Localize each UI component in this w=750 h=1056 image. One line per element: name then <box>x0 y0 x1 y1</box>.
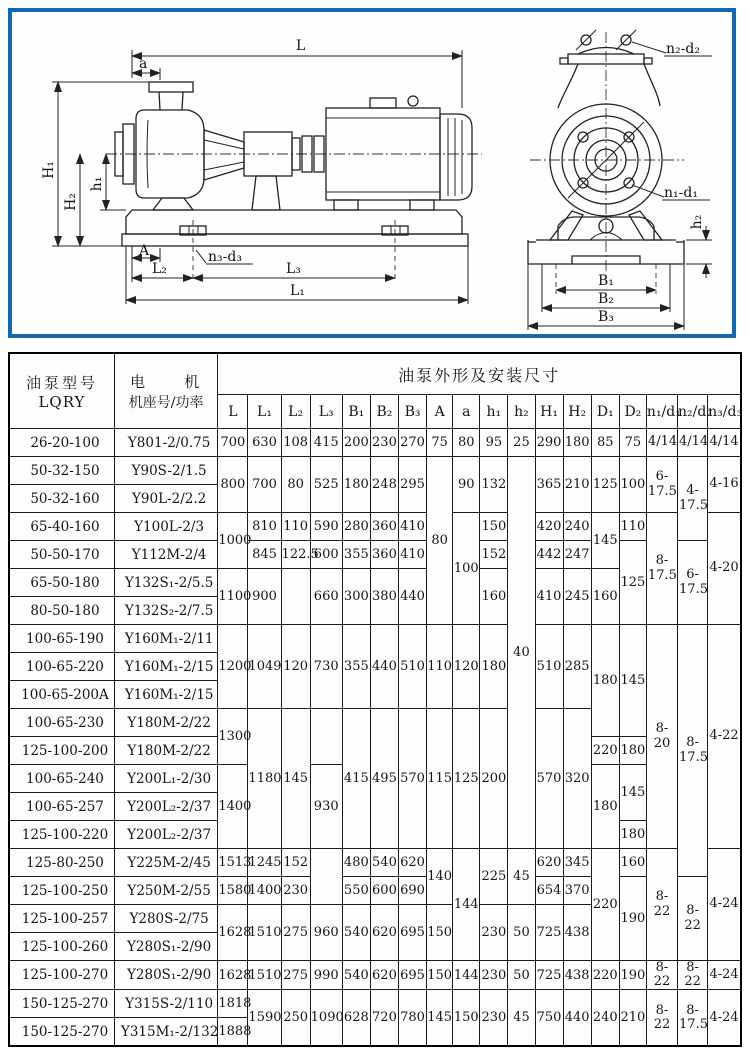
pump-model-cell: 26-20-100 <box>9 429 114 457</box>
dim-value-cell: 4-16 <box>708 457 741 513</box>
dim-value-cell: 725 <box>535 905 563 961</box>
pump-model-cell: 150-125-270 <box>9 990 114 1018</box>
motor-spec-cell: Y200L₂-2/37 <box>114 793 217 821</box>
pump-model-cell: 65-50-180 <box>9 569 114 597</box>
dim-value-cell: 250 <box>281 990 310 1047</box>
dim-value-cell: 40 <box>508 457 535 849</box>
dim-value-cell: 1245 <box>248 849 281 877</box>
table-row <box>9 457 741 485</box>
dim-value-cell: 480 <box>342 849 370 877</box>
dim-label-B3: B₃ <box>598 309 614 325</box>
dim-value-cell: 800 <box>218 457 248 513</box>
dim-value-cell: 540 <box>370 849 398 877</box>
dim-value-cell: 8-20 <box>646 625 677 849</box>
dim-header-cell: L <box>218 395 248 429</box>
dim-value-cell: 365 <box>535 457 563 513</box>
motor-spec-cell: Y315S-2/110 <box>114 990 217 1018</box>
motor-spec-cell: Y801-2/0.75 <box>114 429 217 457</box>
dim-value-cell: 660 <box>310 569 342 625</box>
drawing-frame <box>8 8 736 338</box>
dim-value-cell: 4-20 <box>708 513 741 625</box>
dim-value-cell: 90 <box>453 457 480 513</box>
dim-value-cell: 1400 <box>218 765 248 849</box>
dim-value-cell: 410 <box>399 513 427 541</box>
dim-value-cell: 410 <box>399 541 427 569</box>
dim-value-cell: 540 <box>342 961 370 990</box>
table-row <box>9 849 741 877</box>
dim-value-cell: 180 <box>342 457 370 513</box>
dim-value-cell: 510 <box>535 625 563 709</box>
dim-value-cell: 120 <box>453 625 480 709</box>
dim-value-cell: 75 <box>427 429 453 457</box>
header-pump-model <box>9 353 114 429</box>
dim-value-cell: 415 <box>310 429 342 457</box>
dim-header-cell: n₂/d₂ <box>678 395 708 429</box>
dim-value-cell: 145 <box>619 765 646 821</box>
pump-model-cell: 100-65-200A <box>9 681 114 709</box>
dim-value-cell: 180 <box>591 765 619 849</box>
dim-value-cell: 145 <box>619 625 646 737</box>
dim-label-B2: B₂ <box>598 291 614 307</box>
pump-model-cell: 125-100-220 <box>9 821 114 849</box>
dim-value-cell: 415 <box>342 709 370 849</box>
motor-spec-cell: Y100L-2/3 <box>114 513 217 541</box>
header-dimensions-title: 油泵外形及安装尺寸 <box>218 353 741 395</box>
dim-value-cell: 8-22 <box>646 961 677 990</box>
dim-value-cell: 200 <box>342 429 370 457</box>
pump-spec-table <box>8 352 742 1047</box>
dim-value-cell: 190 <box>619 961 646 990</box>
dim-value-cell: 1090 <box>310 990 342 1047</box>
dim-value-cell: 440 <box>563 990 591 1047</box>
dim-value-cell: 1818 <box>218 990 248 1018</box>
dim-value-cell: 810 <box>248 513 281 541</box>
pump-model-cell: 50-32-150 <box>9 457 114 485</box>
dim-value-cell: 780 <box>399 990 427 1047</box>
dim-value-cell: 900 <box>248 569 281 625</box>
dim-value-cell: 180 <box>591 625 619 737</box>
pump-side-view-drawing <box>41 38 482 304</box>
dim-header-cell: A <box>427 395 453 429</box>
dim-value-cell: 230 <box>480 990 508 1047</box>
dim-value-cell: 620 <box>370 961 398 990</box>
dim-value-cell: 1510 <box>248 905 281 961</box>
motor-spec-cell: Y160M₁-2/15 <box>114 681 217 709</box>
dim-value-cell: 8-22 <box>678 877 708 961</box>
dim-value-cell: 700 <box>248 457 281 513</box>
dim-value-cell: 145 <box>281 709 310 849</box>
dim-value-cell: 220 <box>591 737 619 765</box>
header-motor-line2: 机座号/功率 <box>128 394 204 411</box>
dim-value-cell: 495 <box>370 709 398 849</box>
dim-value-cell: 152 <box>480 541 508 569</box>
dim-value-cell: 360 <box>370 513 398 541</box>
dim-value-cell <box>310 849 342 905</box>
dim-value-cell: 125 <box>453 709 480 849</box>
dim-value-cell: 290 <box>535 429 563 457</box>
pump-model-cell: 100-65-240 <box>9 765 114 793</box>
dim-value-cell: 152 <box>281 849 310 877</box>
dim-value-cell: 355 <box>342 541 370 569</box>
dim-value-cell: 25 <box>508 429 535 457</box>
dim-value-cell: 45 <box>508 990 535 1047</box>
dim-value-cell: 550 <box>342 877 370 905</box>
dim-value-cell: 620 <box>535 849 563 877</box>
dim-value-cell: 50 <box>508 905 535 961</box>
dim-value-cell: 654 <box>535 877 563 905</box>
dim-value-cell: 150 <box>480 513 508 541</box>
pump-dimension-drawing <box>12 12 732 334</box>
motor-spec-cell: Y180M-2/22 <box>114 737 217 765</box>
dim-value-cell: 1300 <box>218 709 248 765</box>
dim-value-cell: 590 <box>310 513 342 541</box>
dim-value-cell: 540 <box>342 905 370 961</box>
dim-value-cell: 930 <box>310 765 342 849</box>
motor-spec-cell: Y132S₂-2/7.5 <box>114 597 217 625</box>
dim-value-cell <box>310 709 342 765</box>
dim-label-L: L <box>296 38 306 54</box>
dim-label-H2: H₂ <box>63 193 79 211</box>
dim-label-h1: h₁ <box>89 176 105 192</box>
table-row <box>9 961 741 990</box>
dim-value-cell: 245 <box>563 569 591 625</box>
dim-value-cell: 1100 <box>218 569 248 625</box>
dim-value-cell: 1400 <box>248 877 281 905</box>
motor-spec-cell: Y180M-2/22 <box>114 709 217 737</box>
dim-value-cell: 80 <box>281 457 310 513</box>
dim-value-cell: 300 <box>342 569 370 625</box>
dim-value-cell: 120 <box>281 625 310 709</box>
dim-value-cell: 280 <box>342 513 370 541</box>
dim-value-cell: 690 <box>399 877 427 905</box>
motor-spec-cell: Y225M-2/45 <box>114 849 217 877</box>
dim-value-cell: 8-17.5 <box>646 513 677 625</box>
dim-header-cell: L₃ <box>310 395 342 429</box>
dim-value-cell: 140 <box>427 849 453 905</box>
pump-model-cell: 100-65-257 <box>9 793 114 821</box>
motor-spec-cell: Y200L₁-2/30 <box>114 765 217 793</box>
motor-spec-cell: Y315M₁-2/132 <box>114 1018 217 1047</box>
motor-spec-cell: Y280S₁-2/90 <box>114 933 217 961</box>
dim-value-cell: 295 <box>399 457 427 513</box>
dim-value-cell: 4-24 <box>708 849 741 961</box>
pump-model-cell: 150-125-270 <box>9 1018 114 1047</box>
motor-spec-cell: Y200L₂-2/37 <box>114 821 217 849</box>
table-row <box>9 990 741 1018</box>
dim-value-cell: 247 <box>563 541 591 569</box>
dim-value-cell: 695 <box>399 905 427 961</box>
motor-spec-cell: Y112M-2/4 <box>114 541 217 569</box>
spec-table-body <box>9 429 741 1047</box>
dim-value-cell: 75 <box>619 429 646 457</box>
motor-spec-cell: Y90L-2/2.2 <box>114 485 217 513</box>
dim-value-cell: 720 <box>370 990 398 1047</box>
table-row <box>9 513 741 541</box>
dim-value-cell: 230 <box>281 877 310 905</box>
dim-value-cell: 4-24 <box>708 990 741 1047</box>
dim-value-cell: 1513 <box>218 849 248 877</box>
dim-value-cell: 248 <box>370 457 398 513</box>
dim-value-cell: 8-22 <box>678 961 708 990</box>
dim-label-L3: L₃ <box>286 261 301 277</box>
dim-value-cell: 6-17.5 <box>646 457 677 513</box>
dim-value-cell: 220 <box>591 961 619 990</box>
dim-header-cell: D₂ <box>619 395 646 429</box>
dim-value-cell: 180 <box>619 737 646 765</box>
dim-value-cell: 845 <box>248 541 281 569</box>
dim-label-h2: h₂ <box>689 214 705 230</box>
dim-value-cell: 600 <box>310 541 342 569</box>
dim-value-cell: 6-17.5 <box>678 541 708 625</box>
dim-value-cell: 725 <box>535 961 563 990</box>
dim-value-cell: 275 <box>281 905 310 961</box>
dim-value-cell: 410 <box>535 569 563 625</box>
dim-value-cell <box>281 569 310 625</box>
dim-value-cell: 145 <box>427 990 453 1047</box>
dim-value-cell: 275 <box>281 961 310 990</box>
dim-value-cell: 100 <box>453 513 480 625</box>
dim-value-cell: 80 <box>427 457 453 625</box>
dim-value-cell: 110 <box>427 625 453 709</box>
dim-value-cell: 4-24 <box>708 961 741 990</box>
dim-value-cell: 80 <box>453 429 480 457</box>
dim-value-cell: 100 <box>619 457 646 513</box>
pump-model-cell: 80-50-180 <box>9 597 114 625</box>
dim-value-cell: 180 <box>619 821 646 849</box>
dim-label-L2: L₂ <box>152 261 167 277</box>
header-motor <box>114 353 217 429</box>
dim-value-cell: 370 <box>563 877 591 905</box>
dim-value-cell: 380 <box>370 569 398 625</box>
dim-value-cell: 150 <box>427 905 453 961</box>
dim-value-cell: 440 <box>399 569 427 625</box>
dim-value-cell: 570 <box>535 709 563 849</box>
dim-value-cell: 8-22 <box>646 990 677 1047</box>
dim-value-cell: 1049 <box>248 625 281 709</box>
dim-label-n1d1: n₁-d₁ <box>664 185 698 201</box>
dim-label-L1: L₁ <box>290 283 305 299</box>
dim-value-cell: 750 <box>535 990 563 1047</box>
dim-value-cell: 144 <box>453 849 480 961</box>
motor-spec-cell: Y160M₁-2/11 <box>114 625 217 653</box>
dim-label-H1: H₁ <box>41 161 57 179</box>
dim-value-cell: 1628 <box>218 961 248 990</box>
dim-header-cell: h₁ <box>480 395 508 429</box>
table-row <box>9 877 741 905</box>
dim-value-cell: 630 <box>248 429 281 457</box>
dim-value-cell: 50 <box>508 961 535 990</box>
dim-value-cell: 8-17.5 <box>678 990 708 1047</box>
dim-header-cell: H₂ <box>563 395 591 429</box>
dim-header-cell: D₁ <box>591 395 619 429</box>
dim-value-cell: 438 <box>563 905 591 961</box>
motor-spec-cell: Y250M-2/55 <box>114 877 217 905</box>
dim-label-B1: B₁ <box>598 273 614 289</box>
dim-header-cell: n₁/d₁ <box>646 395 677 429</box>
dim-value-cell: 210 <box>563 457 591 513</box>
dim-value-cell: 628 <box>342 990 370 1047</box>
dim-value-cell: 270 <box>399 429 427 457</box>
dim-value-cell: 990 <box>310 961 342 990</box>
dim-value-cell: 108 <box>281 429 310 457</box>
pump-model-cell: 125-100-250 <box>9 877 114 905</box>
dim-value-cell: 220 <box>591 849 619 961</box>
dim-value-cell: 4-22 <box>708 625 741 849</box>
dim-value-cell: 1000 <box>218 513 248 569</box>
dim-value-cell: 240 <box>563 513 591 541</box>
dim-label-n3d3: n₃-d₃ <box>208 249 242 265</box>
dim-value-cell: 125 <box>591 457 619 513</box>
pump-model-cell: 125-100-270 <box>9 961 114 990</box>
dim-value-cell: 420 <box>535 513 563 541</box>
pump-model-cell: 125-80-250 <box>9 849 114 877</box>
dim-value-cell: 150 <box>453 990 480 1047</box>
dim-value-cell: 145 <box>591 513 619 569</box>
dim-value-cell: 438 <box>563 961 591 990</box>
dim-value-cell: 200 <box>480 709 508 849</box>
motor-spec-cell: Y280S-2/75 <box>114 905 217 933</box>
dim-value-cell: 4/14 <box>646 429 677 457</box>
dim-value-cell: 1510 <box>248 961 281 990</box>
motor-spec-cell: Y280S₁-2/90 <box>114 961 217 990</box>
dim-header-cell: L₂ <box>281 395 310 429</box>
dim-header-cell: B₂ <box>370 395 398 429</box>
dim-value-cell: 355 <box>342 625 370 709</box>
header-pump-model-title: 油泵型号 <box>25 373 98 392</box>
dim-label-n2d2: n₂-d₂ <box>666 41 700 57</box>
dim-value-cell: 960 <box>310 905 342 961</box>
dim-header-cell: a <box>453 395 480 429</box>
dim-value-cell: 285 <box>563 625 591 709</box>
dim-value-cell: 115 <box>427 709 453 849</box>
pump-model-cell: 50-32-160 <box>9 485 114 513</box>
dim-value-cell: 442 <box>535 541 563 569</box>
dim-header-cell: B₃ <box>399 395 427 429</box>
dim-value-cell: 1200 <box>218 625 248 709</box>
dim-value-cell: 180 <box>480 625 508 709</box>
dim-value-cell: 730 <box>310 625 342 709</box>
dim-value-cell: 190 <box>619 877 646 961</box>
dim-value-cell: 695 <box>399 961 427 990</box>
header-pump-model-code: LQRY <box>38 392 86 411</box>
dim-value-cell: 85 <box>591 429 619 457</box>
dim-value-cell: 160 <box>480 569 508 625</box>
dim-value-cell: 8-22 <box>646 849 677 961</box>
dim-value-cell: 160 <box>619 849 646 877</box>
dim-value-cell: 132 <box>480 457 508 513</box>
table-row <box>9 541 741 569</box>
dim-value-cell: 8-17.5 <box>678 625 708 877</box>
dim-header-cell: L₁ <box>248 395 281 429</box>
motor-spec-cell: Y132S₁-2/5.5 <box>114 569 217 597</box>
dim-value-cell: 210 <box>619 990 646 1047</box>
dim-value-cell: 122.5 <box>281 541 310 569</box>
pump-model-cell: 125-100-200 <box>9 737 114 765</box>
dim-value-cell: 345 <box>563 849 591 877</box>
dim-value-cell: 225 <box>480 849 508 905</box>
pump-model-cell: 100-65-230 <box>9 709 114 737</box>
pump-end-view-drawing <box>528 30 712 330</box>
dim-value-cell: 240 <box>591 990 619 1047</box>
pump-model-cell: 125-100-257 <box>9 905 114 933</box>
dim-value-cell: 180 <box>563 429 591 457</box>
dim-value-cell: 110 <box>619 513 646 541</box>
dim-value-cell: 570 <box>399 709 427 849</box>
dim-value-cell: 1590 <box>248 990 281 1047</box>
dim-value-cell: 1888 <box>218 1018 248 1047</box>
dim-value-cell: 700 <box>218 429 248 457</box>
pump-model-cell: 100-65-220 <box>9 653 114 681</box>
dim-value-cell: 4/14 <box>678 429 708 457</box>
dim-value-cell: 320 <box>563 709 591 849</box>
dim-value-cell: 1580 <box>218 877 248 905</box>
dim-value-cell: 360 <box>370 541 398 569</box>
dim-value-cell: 525 <box>310 457 342 513</box>
dim-value-cell: 144 <box>453 961 480 990</box>
dim-value-cell: 45 <box>508 849 535 905</box>
dim-value-cell: 440 <box>370 625 398 709</box>
dim-header-cell: B₁ <box>342 395 370 429</box>
dim-header-cell: n₃/d₃ <box>708 395 741 429</box>
dim-header-cell: H₁ <box>535 395 563 429</box>
dim-value-cell: 1180 <box>248 709 281 849</box>
pump-model-cell: 50-50-170 <box>9 541 114 569</box>
dim-value-cell: 600 <box>370 877 398 905</box>
dim-value-cell: 230 <box>370 429 398 457</box>
motor-spec-cell: Y90S-2/1.5 <box>114 457 217 485</box>
dim-value-cell: 620 <box>370 905 398 961</box>
dim-value-cell: 1628 <box>218 905 248 961</box>
dim-value-cell: 510 <box>399 625 427 709</box>
dim-value-cell: 160 <box>591 569 619 625</box>
header-row-1 <box>9 353 741 395</box>
dim-value-cell: 150 <box>427 961 453 990</box>
pump-model-cell: 100-65-190 <box>9 625 114 653</box>
table-row <box>9 625 741 653</box>
dim-value-cell: 110 <box>281 513 310 541</box>
dim-label-A: A <box>139 243 150 259</box>
dim-value-cell: 4-17.5 <box>678 457 708 541</box>
dim-value-cell: 230 <box>480 905 508 961</box>
header-motor-line1: 电 机 <box>130 372 203 391</box>
dim-value-cell: 125 <box>619 541 646 625</box>
dim-header-cell: h₂ <box>508 395 535 429</box>
dim-value-cell: 95 <box>480 429 508 457</box>
pump-model-cell: 125-100-260 <box>9 933 114 961</box>
pump-model-cell: 65-40-160 <box>9 513 114 541</box>
dim-value-cell: 4/14 <box>708 429 741 457</box>
dim-value-cell: 230 <box>480 961 508 990</box>
dim-value-cell: 620 <box>399 849 427 877</box>
dim-label-a: a <box>139 56 148 72</box>
motor-spec-cell: Y160M₁-2/15 <box>114 653 217 681</box>
table-row <box>9 429 741 457</box>
